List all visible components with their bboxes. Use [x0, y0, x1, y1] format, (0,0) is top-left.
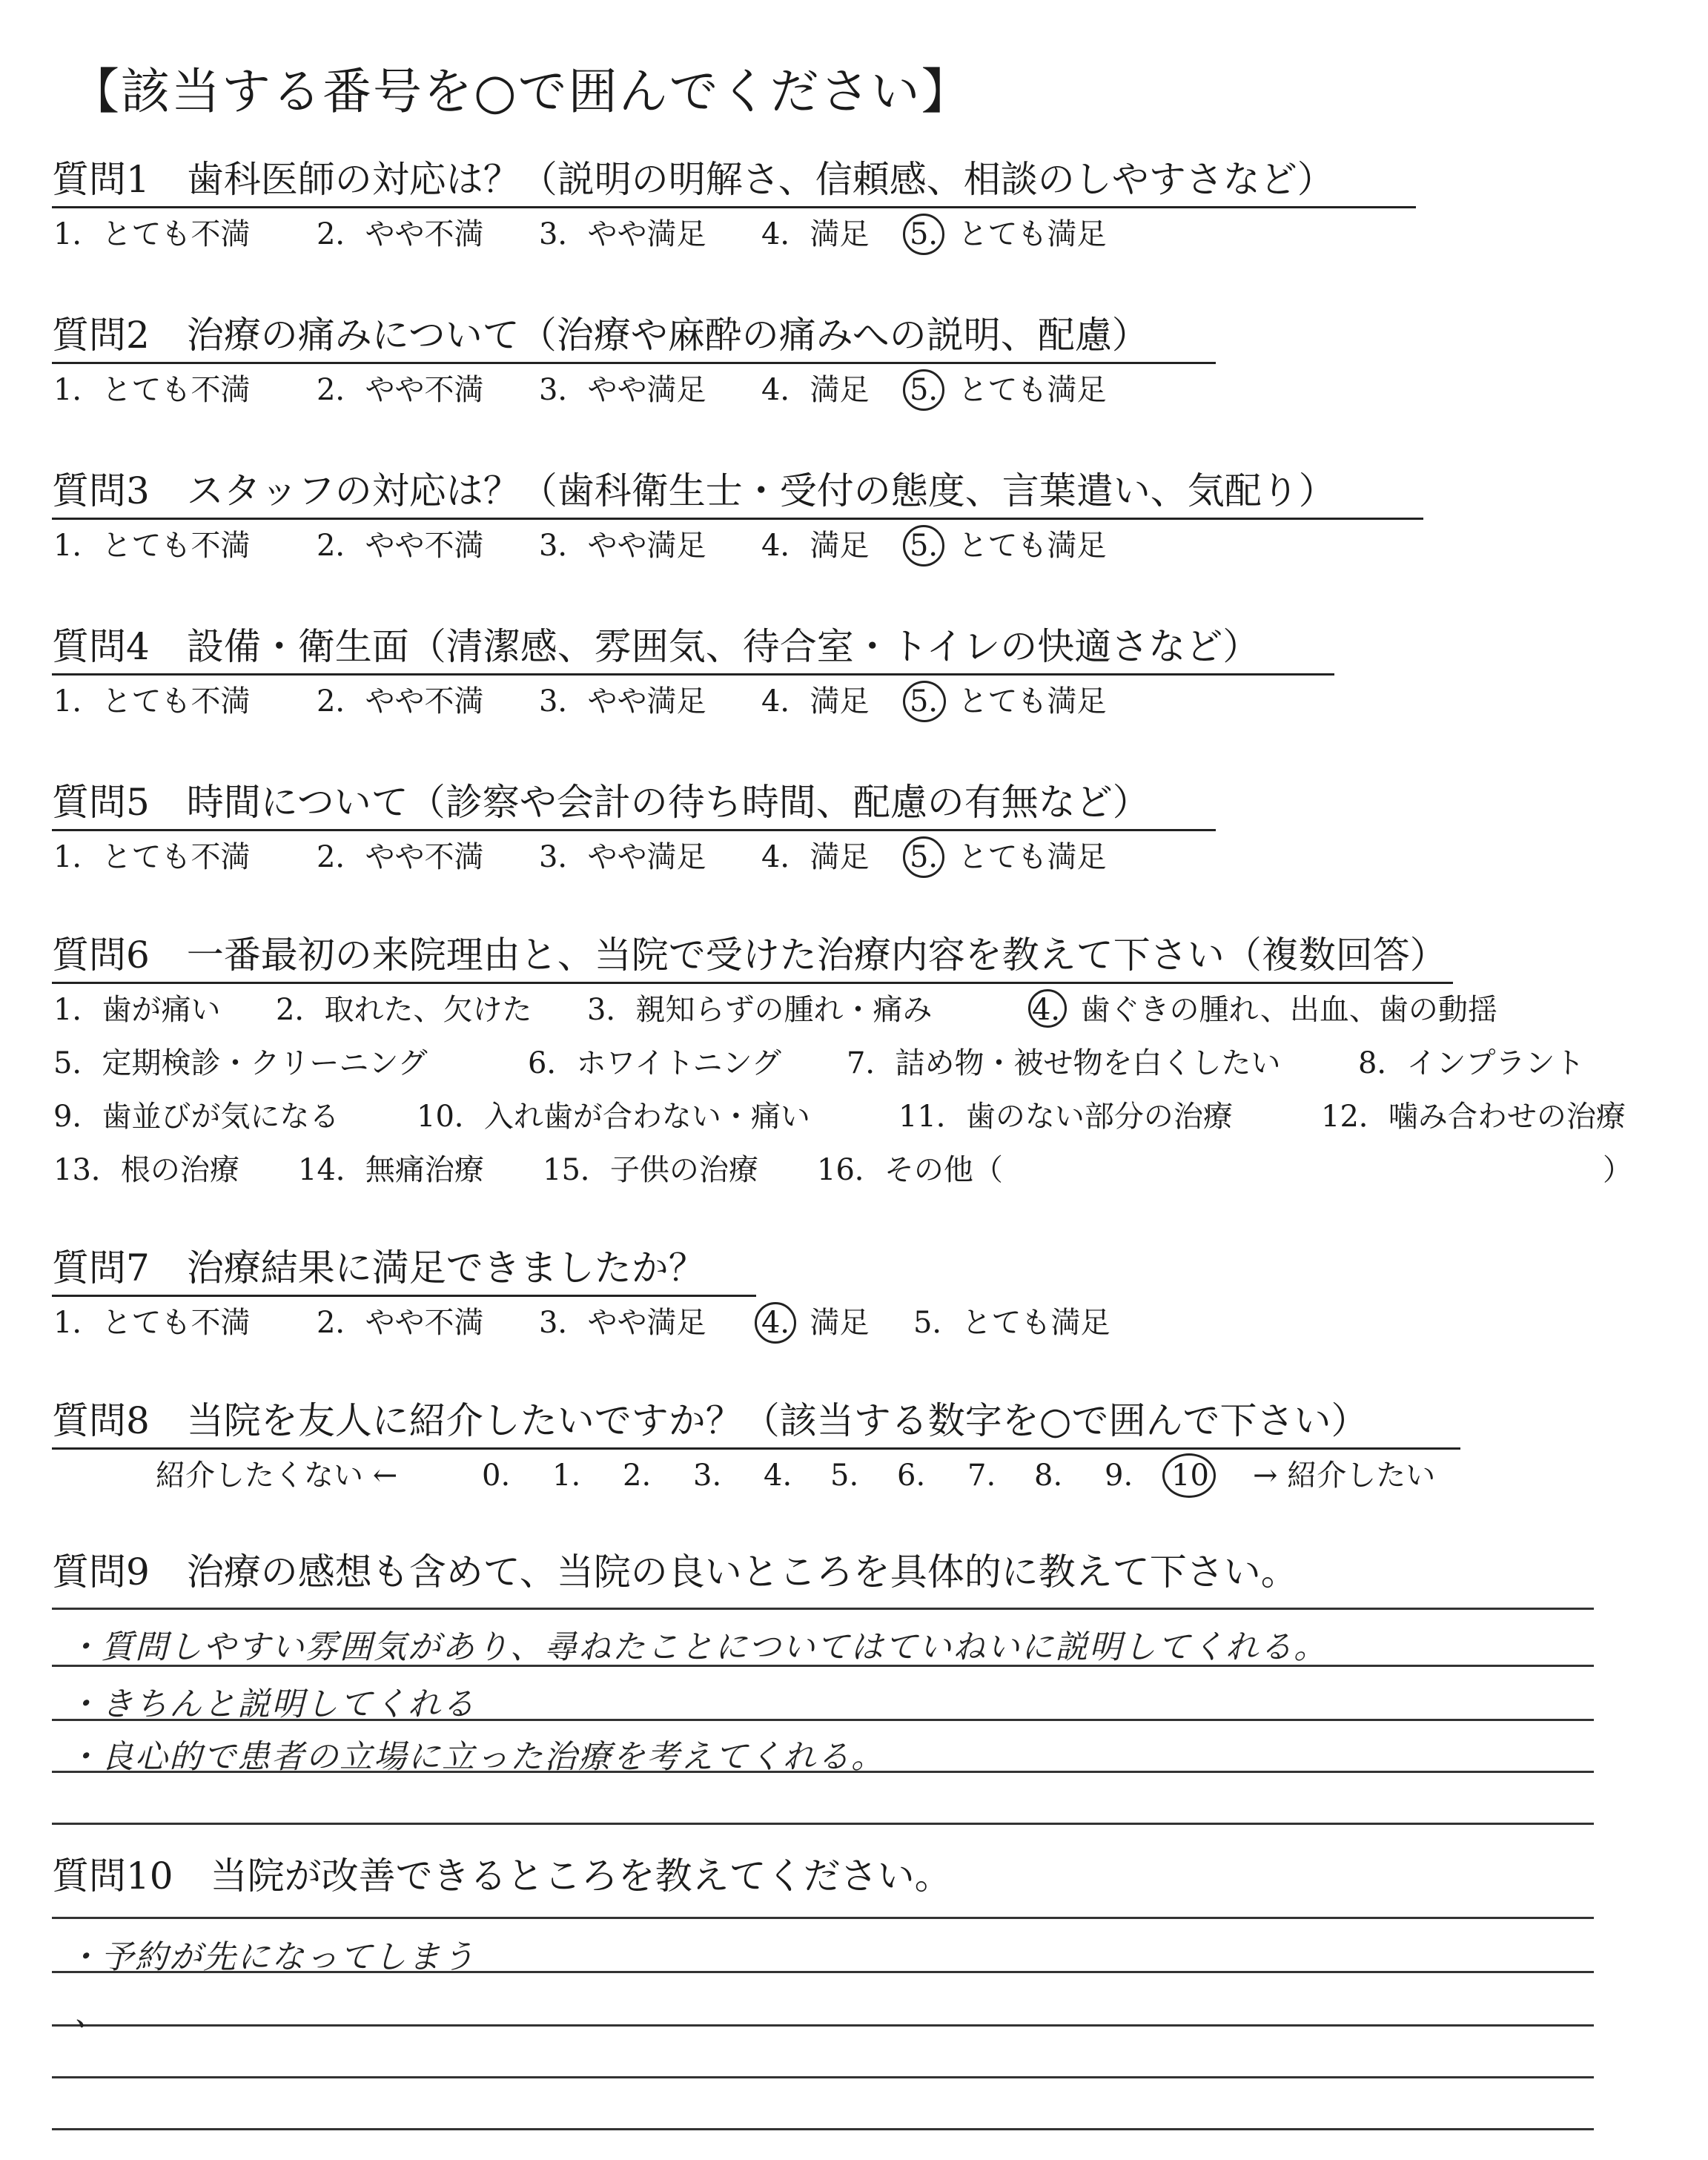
q8-score-1[interactable]: 1. — [552, 1459, 581, 1493]
q3-option-2[interactable]: 2．やや不満 — [317, 529, 484, 563]
q5-selected-circle — [903, 836, 944, 878]
question-3-options — [53, 528, 1239, 565]
q3-option-3[interactable]: 3．やや満足 — [539, 529, 706, 563]
q8-score-9[interactable]: 9. — [1105, 1459, 1133, 1493]
q1-selected-circle — [903, 214, 944, 255]
q6-option-4[interactable]: 4．歯ぐきの腫れ、出血、歯の動揺 — [1032, 993, 1497, 1027]
q6-option-8[interactable]: 8．インプラント — [1358, 1046, 1585, 1080]
question-2-options — [53, 372, 1239, 409]
q8-score-8[interactable]: 8. — [1034, 1459, 1063, 1493]
q6-option-16[interactable]: 16．その他（ — [817, 1153, 1003, 1187]
q8-score-7[interactable]: 7. — [967, 1459, 996, 1493]
q7-option-2[interactable]: 2．やや不満 — [317, 1306, 484, 1340]
question-5-heading: 質問5 時間について（診察や会計の待ち時間、配慮の有無など） — [52, 780, 1216, 831]
q6-selected-circle — [1028, 989, 1067, 1028]
question-8-scale — [156, 1458, 1490, 1495]
q6-option-6[interactable]: 6．ホワイトニング — [528, 1046, 781, 1080]
q2-option-5[interactable]: 5．とても満足 — [910, 373, 1107, 407]
q9-handwritten-answer-2: ・きちんと説明してくれる — [67, 1685, 476, 1723]
q7-option-5[interactable]: 5．とても満足 — [913, 1306, 1110, 1340]
answer-line — [52, 1823, 1594, 1825]
q7-option-4[interactable]: 4．満足 — [761, 1306, 870, 1340]
answer-line — [52, 2024, 1594, 2027]
q8-selected-circle — [1162, 1453, 1216, 1498]
question-9-heading: 質問9 治療の感想も含めて、当院の良いところを具体的に教えて下さい。 — [52, 1550, 1298, 1593]
page-title: 【該当する番号を○で囲んでください】 — [70, 63, 972, 120]
q6-option-9[interactable]: 9．歯並びが気になる — [53, 1100, 340, 1134]
q4-option-5[interactable]: 5．とても満足 — [910, 684, 1107, 719]
q2-option-4[interactable]: 4．満足 — [761, 373, 870, 407]
q6-option-2[interactable]: 2．取れた、欠けた — [276, 993, 532, 1027]
question-7-options — [53, 1305, 1239, 1342]
q2-option-2[interactable]: 2．やや不満 — [317, 373, 484, 407]
q9-handwritten-answer-1: ・質問しやすい雰囲気があり、尋ねたことについてはていねいに説明してくれる。 — [67, 1628, 1328, 1666]
question-8-heading: 質問8 当院を友人に紹介したいですか？（該当する数字を○で囲んで下さい） — [52, 1398, 1460, 1450]
q6-option-13[interactable]: 13．根の治療 — [53, 1153, 239, 1187]
q8-left-label: 紹介したくない ← — [156, 1459, 398, 1493]
q3-option-4[interactable]: 4．満足 — [761, 529, 870, 563]
q10-handwritten-answer-2: 、 — [74, 1995, 108, 2033]
q6-option-10[interactable]: 10．入れ歯が合わない・痛い — [417, 1100, 810, 1134]
q8-score-3[interactable]: 3. — [693, 1459, 722, 1493]
answer-line — [52, 2128, 1594, 2130]
q6-option-15[interactable]: 15．子供の治療 — [543, 1153, 758, 1187]
q6-option-14[interactable]: 14．無痛治療 — [298, 1153, 484, 1187]
q4-option-3[interactable]: 3．やや満足 — [539, 684, 706, 719]
q1-option-2[interactable]: 2．やや不満 — [317, 217, 484, 251]
q9-handwritten-answer-3: ・良心的で患者の立場に立った治療を考えてくれる。 — [67, 1738, 885, 1776]
answer-line — [52, 2076, 1594, 2078]
question-3-heading: 質問3 スタッフの対応は？（歯科衛生士・受付の態度、言葉遣い、気配り） — [52, 469, 1423, 520]
q3-option-1[interactable]: 1．とても不満 — [53, 529, 251, 563]
q5-option-1[interactable]: 1．とても不満 — [53, 840, 251, 874]
answer-line — [52, 1917, 1594, 1919]
question-5-options — [53, 839, 1239, 876]
q6-option-7[interactable]: 7．詰め物・被せ物を白くしたい — [847, 1046, 1281, 1080]
q4-option-1[interactable]: 1．とても不満 — [53, 684, 251, 719]
q5-option-3[interactable]: 3．やや満足 — [539, 840, 706, 874]
question-4-heading: 質問4 設備・衛生面（清潔感、雰囲気、待合室・トイレの快適さなど） — [52, 624, 1334, 676]
q6-option-5[interactable]: 5．定期検診・クリーニング — [53, 1046, 428, 1080]
q7-option-3[interactable]: 3．やや満足 — [539, 1306, 706, 1340]
q6-option-3[interactable]: 3．親知らずの腫れ・痛み — [587, 993, 933, 1027]
q1-option-4[interactable]: 4．満足 — [761, 217, 870, 251]
q2-option-3[interactable]: 3．やや満足 — [539, 373, 706, 407]
q4-option-4[interactable]: 4．満足 — [761, 684, 870, 719]
q6-other-close-paren: ） — [1603, 1153, 1632, 1187]
q5-option-5[interactable]: 5．とても満足 — [910, 840, 1107, 874]
q8-score-10[interactable]: 10 — [1171, 1459, 1209, 1493]
question-1-heading: 質問1 歯科医師の対応は？（説明の明解さ、信頼感、相談のしやすさなど） — [52, 157, 1416, 208]
q1-option-5[interactable]: 5．とても満足 — [910, 217, 1107, 251]
question-1-options — [53, 217, 1239, 254]
q8-score-6[interactable]: 6. — [897, 1459, 926, 1493]
question-6-heading: 質問6 一番最初の来院理由と、当院で受けた治療内容を教えて下さい（複数回答） — [52, 933, 1453, 984]
q7-selected-circle — [755, 1302, 796, 1344]
q1-option-3[interactable]: 3．やや満足 — [539, 217, 706, 251]
q5-option-2[interactable]: 2．やや不満 — [317, 840, 484, 874]
q4-selected-circle — [903, 681, 946, 722]
question-2-heading: 質問2 治療の痛みについて（治療や麻酔の痛みへの説明、配慮） — [52, 313, 1216, 364]
q8-score-5[interactable]: 5. — [830, 1459, 859, 1493]
q8-score-2[interactable]: 2. — [623, 1459, 652, 1493]
q6-option-12[interactable]: 12．噛み合わせの治療 — [1321, 1100, 1626, 1134]
question-6-options — [53, 992, 1669, 1207]
question-4-options — [53, 684, 1239, 721]
q2-option-1[interactable]: 1．とても不満 — [53, 373, 251, 407]
q7-option-1[interactable]: 1．とても不満 — [53, 1306, 251, 1340]
q8-right-label: → 紹介したい — [1253, 1459, 1436, 1493]
q8-score-4[interactable]: 4. — [764, 1459, 792, 1493]
question-7-heading: 質問7 治療結果に満足できましたか？ — [52, 1246, 756, 1297]
answer-line — [52, 1608, 1594, 1610]
q3-selected-circle — [903, 525, 944, 567]
q2-selected-circle — [903, 369, 944, 411]
q8-score-0[interactable]: 0. — [482, 1459, 511, 1493]
q10-handwritten-answer-1: ・予約が先になってしまう — [67, 1938, 476, 1976]
q6-option-1[interactable]: 1．歯が痛い — [53, 993, 221, 1027]
q5-option-4[interactable]: 4．満足 — [761, 840, 870, 874]
q4-option-2[interactable]: 2．やや不満 — [317, 684, 484, 719]
question-10-heading: 質問10 当院が改善できるところを教えてください。 — [52, 1855, 952, 1898]
q6-option-11[interactable]: 11．歯のない部分の治療 — [898, 1100, 1233, 1134]
q3-option-5[interactable]: 5．とても満足 — [910, 529, 1107, 563]
q1-option-1[interactable]: 1．とても不満 — [53, 217, 251, 251]
